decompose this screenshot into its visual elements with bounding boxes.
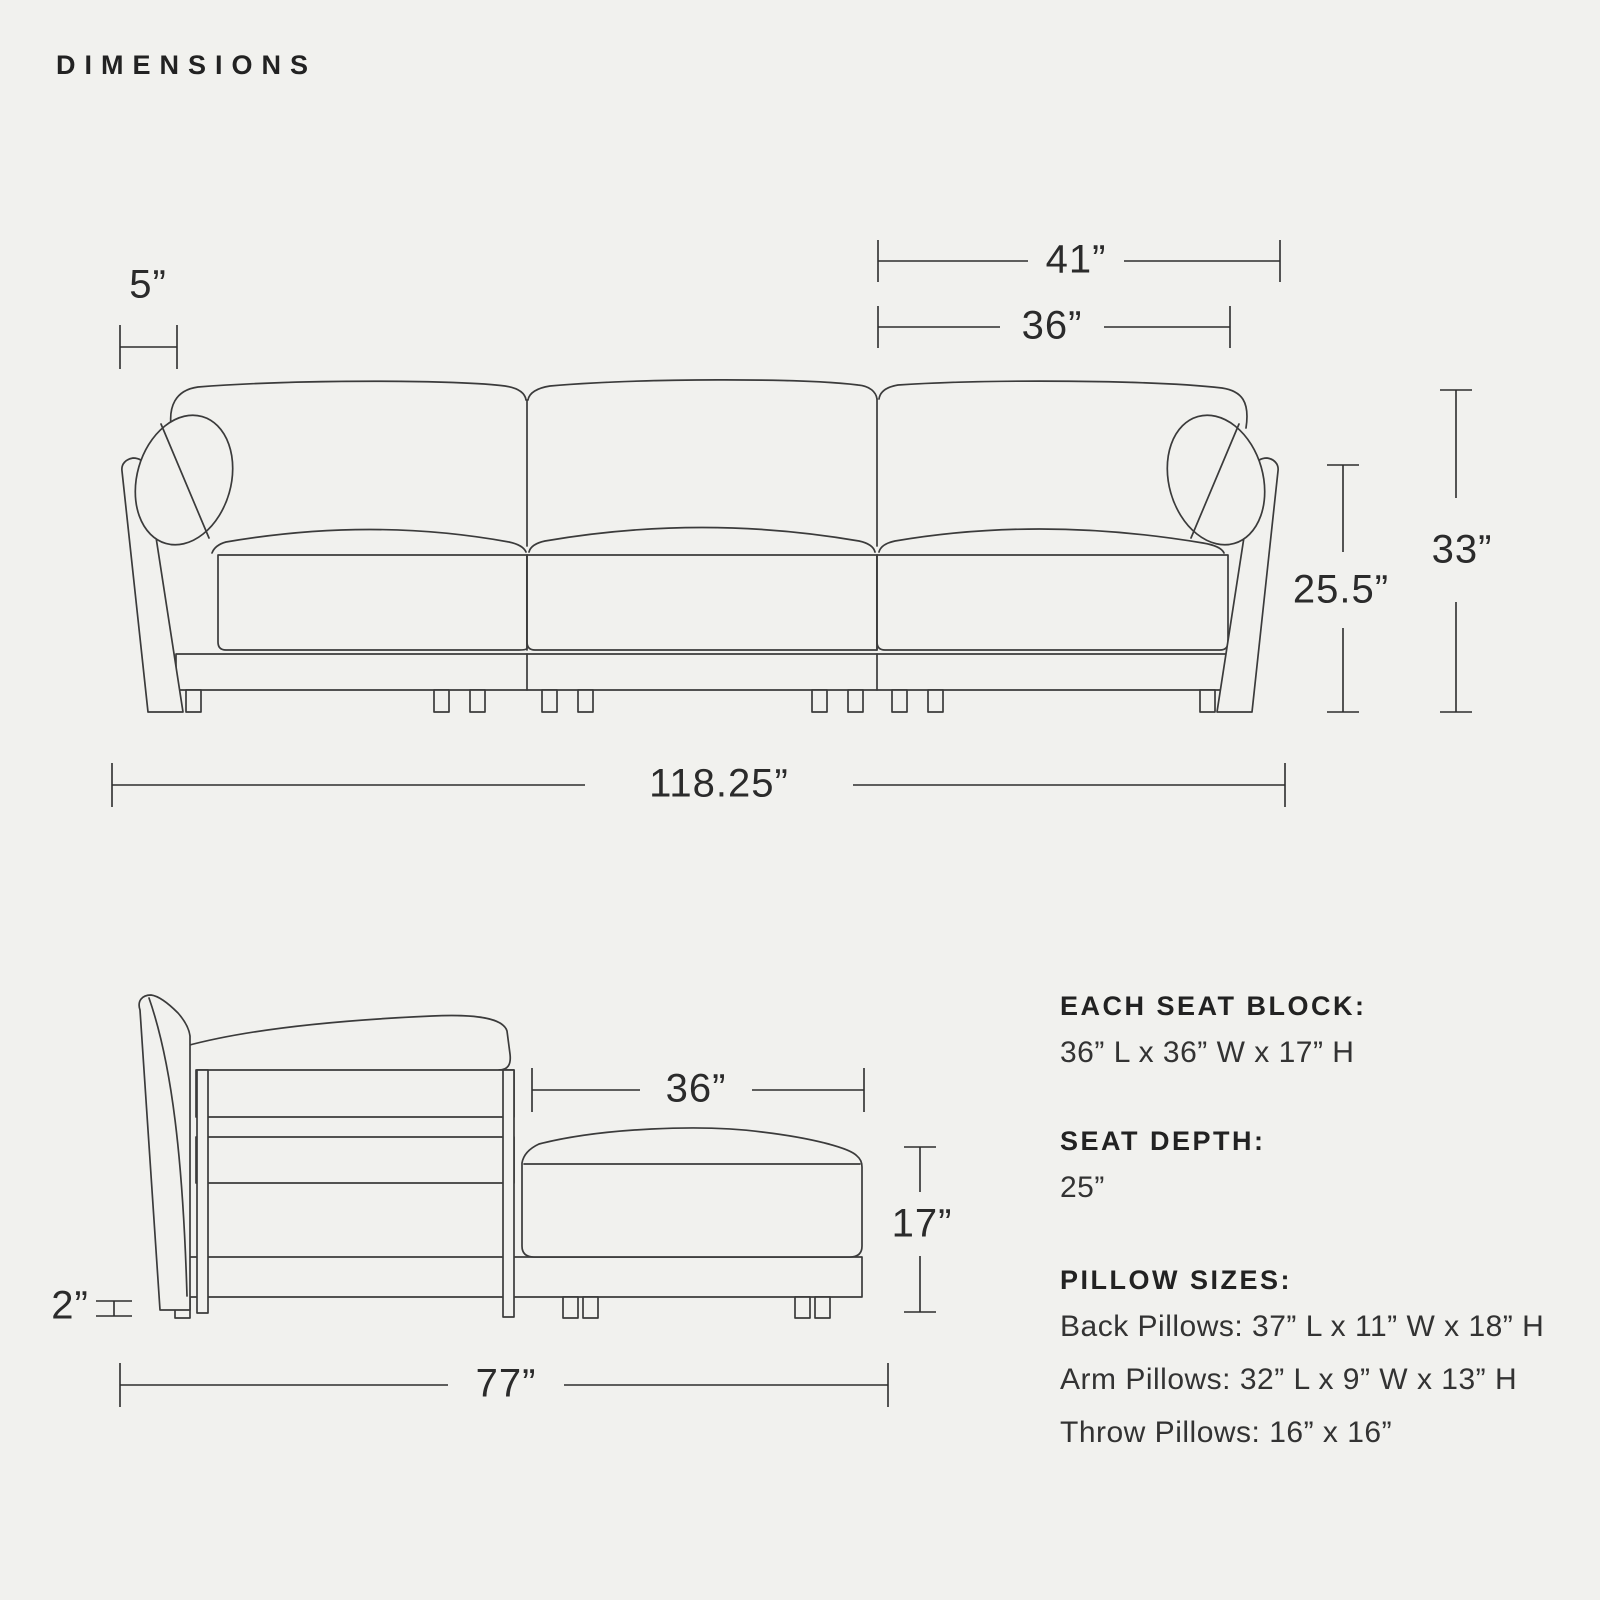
spec-line-back-pillows: Back Pillows: 37” L x 11” W x 18” H <box>1060 1310 1545 1343</box>
spec-block <box>1060 991 1544 1450</box>
dim-label-overall-height: 33” <box>1431 527 1493 572</box>
dim-label-seat-block-length: 36” <box>665 1066 727 1111</box>
spec-line-arm-pillows: Arm Pillows: 32” L x 9” W x 13” H <box>1060 1363 1518 1396</box>
dim-label-overall-depth: 77” <box>475 1361 537 1406</box>
side-view-drawing <box>139 995 862 1318</box>
spec-line-seat-depth: 25” <box>1060 1171 1105 1204</box>
dim-label-arm-width: 5” <box>129 262 167 307</box>
dim-label-back-height: 25.5” <box>1292 567 1390 612</box>
page-title: DIMENSIONS <box>56 50 318 80</box>
dim-label-leg-height: 2” <box>51 1283 89 1328</box>
front-view-drawing <box>121 380 1280 712</box>
dim-label-seat-height: 17” <box>891 1201 953 1246</box>
spec-heading-seat-block: EACH SEAT BLOCK: <box>1060 991 1367 1021</box>
spec-line-seat-block: 36” L x 36” W x 17” H <box>1060 1036 1355 1069</box>
dim-label-overall-width: 118.25” <box>649 761 789 806</box>
dim-label-seat-cushion: 36” <box>1021 303 1083 348</box>
dim-label-seat-with-arm: 41” <box>1045 237 1107 282</box>
spec-line-throw-pillows: Throw Pillows: 16” x 16” <box>1060 1416 1393 1449</box>
spec-heading-pillow-sizes: PILLOW SIZES: <box>1060 1265 1292 1295</box>
spec-heading-seat-depth: SEAT DEPTH: <box>1060 1126 1266 1156</box>
